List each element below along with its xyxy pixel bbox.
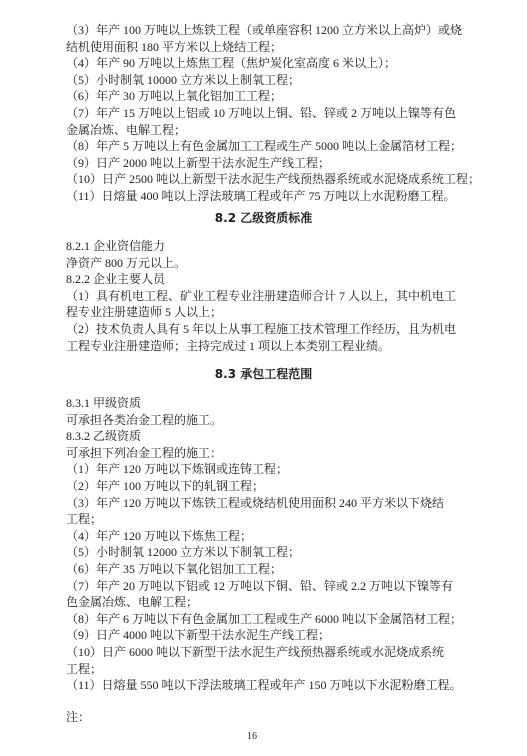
text-line: 程专业注册建造师 5 人以上； xyxy=(66,305,223,320)
text-line: （5）小时制氧 12000 立方米以下制氧工程； xyxy=(66,545,301,560)
text-line: 8.3.1 甲级资质 xyxy=(66,396,142,410)
section-heading: 8.2 乙级资质标准 xyxy=(214,211,313,225)
text-line: （4）年产 120 万吨以下炼焦工程； xyxy=(66,528,253,543)
text-line: 结机使用面积 180 平方米以上烧结工程； xyxy=(66,39,283,54)
text-line: （10）日产 2500 吨以上新型干法水泥生产线预热器系统或水泥烧成系统工程； xyxy=(66,172,481,187)
note-label: 注： xyxy=(66,710,91,724)
text-line: 金属冶炼、电解工程； xyxy=(66,122,187,137)
text-line: （8）年产 6 万吨以下有色金属加工工程或生产 6000 吨以下金属箔材工程； xyxy=(66,611,463,626)
text-line: （4）年产 90 万吨以上炼焦工程（焦炉炭化室高度 6 米以上）； xyxy=(66,56,397,71)
text-line: 色金属冶炼、电解工程； xyxy=(66,595,199,610)
text-line: （6）年产 35 万吨以下氧化铝加工工程； xyxy=(66,561,283,576)
text-line: 8.2.2 企业主要人员 xyxy=(66,272,166,287)
text-line: 8.2.1 企业资信能力 xyxy=(66,239,166,253)
text-line: （10）日产 6000 吨以下新型干法水泥生产线预热器系统或水泥烧成系统 xyxy=(66,644,445,659)
text-line: 可承担下列冶金工程的施工： xyxy=(66,445,223,460)
text-line: （1）具有机电工程、矿业工程专业注册建造师合计 7 人以上，其中机电工 xyxy=(66,288,457,303)
text-line: （2）技术负责人具有 5 年以上从事工程施工技术管理工作经历，且为机电 xyxy=(66,321,457,336)
text-line: （8）年产 5 万吨以上有色金属加工工程或生产 5000 吨以上金属箔材工程； xyxy=(66,139,463,154)
text-line: （3）年产 100 万吨以上炼铁工程（或单座容积 1200 立方米以上高炉）或烧 xyxy=(66,23,463,37)
text-line: （11）日熔量 550 吨以下浮法玻璃工程或年产 150 万吨以下水泥粉磨工程。 xyxy=(66,678,462,693)
text-line: （5）小时制氧 10000 立方米以上制氧工程； xyxy=(66,72,301,87)
text-line: 工程； xyxy=(66,512,103,527)
text-line: 可承担各类冶金工程的施工。 xyxy=(66,412,223,427)
text-line: （6）年产 30 万吨以上氧化铝加工工程； xyxy=(66,89,283,104)
text-line: （9）日产 4000 吨以下新型干法水泥生产线工程； xyxy=(66,628,331,643)
text-line: （1）年产 120 万吨以下炼钢或连铸工程； xyxy=(66,462,289,477)
class-b-standards-section xyxy=(66,238,516,354)
text-line: （7）年产 20 万吨以下铝或 12 万吨以下铜、铅、锌或 2.2 万吨以下镍等有 xyxy=(66,578,454,593)
text-line: （11）日熔量 400 吨以上浮法玻璃工程或年产 75 万吨以上水泥粉磨工程。 xyxy=(66,188,456,203)
text-line: 净资产 800 万元以上。 xyxy=(66,255,187,270)
section-heading: 8.3 承包工程范围 xyxy=(214,367,313,381)
text-line: 工程； xyxy=(66,661,103,676)
class-a-scope-continuation xyxy=(66,22,516,205)
text-line: （7）年产 15 万吨以上铝或 10 万吨以上铜、铅、锌或 2 万吨以上镍等有色 xyxy=(66,105,457,120)
text-line: （3）年产 120 万吨以下炼铁工程或烧结机使用面积 240 平方米以下烧结 xyxy=(66,495,445,510)
text-line: 8.3.2 乙级资质 xyxy=(66,429,142,444)
page-number: 16 xyxy=(247,731,257,742)
text-line: 工程专业注册建造师；主持完成过 1 项以上本类别工程业绩。 xyxy=(66,338,391,353)
text-line: （2）年产 100 万吨以下的轧钢工程； xyxy=(66,478,265,493)
note-section xyxy=(66,709,516,726)
contract-scope-section xyxy=(66,395,516,694)
text-line: （9）日产 2000 吨以上新型干法水泥生产线工程； xyxy=(66,155,331,170)
